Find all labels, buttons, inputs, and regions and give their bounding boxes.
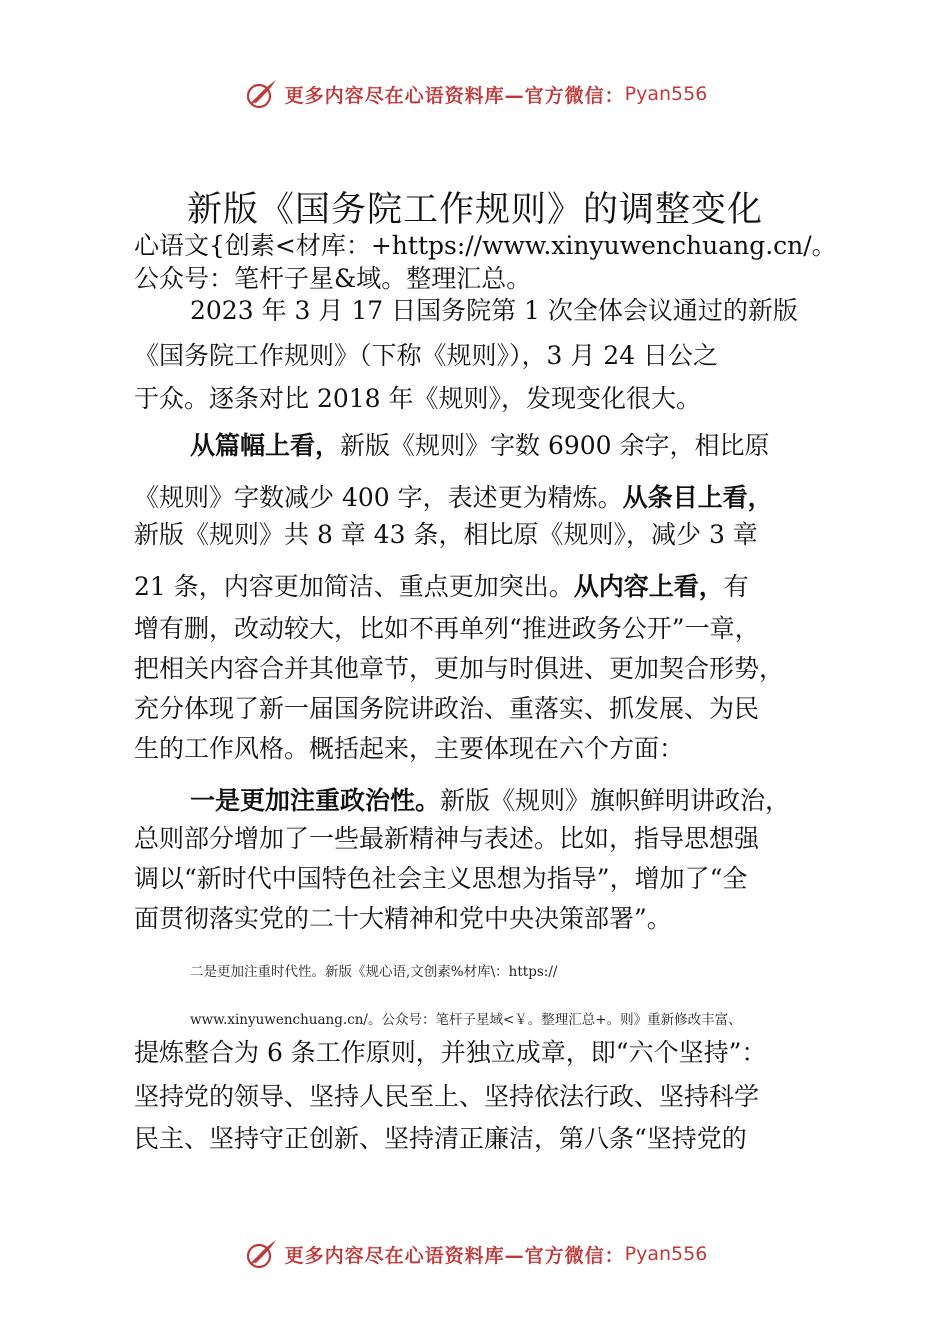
small-text-line: 二是更加注重时代性。新版《规心语,文创素%材库\：https://	[190, 964, 558, 980]
body-line: 总则部分增加了一些最新精神与表述。比如，指导思想强	[134, 824, 760, 853]
body-line	[190, 784, 790, 818]
text-run: 有	[723, 572, 749, 601]
body-line: 提炼整合为 6 条工作原则，并独立成章，即“六个坚持”：	[134, 1038, 767, 1067]
body-line	[134, 570, 749, 604]
body-line: 民主、坚持守正创新、坚持清正廉洁，第八条“坚持党的	[134, 1124, 747, 1153]
body-line: 生的工作风格。概括起来，主要体现在六个方面：	[134, 734, 685, 763]
banner-text: 更多内容尽在心语资料库—官方微信：	[284, 84, 625, 107]
banner-wechat-id: Pyan556	[624, 83, 708, 105]
bold-lead: 从篇幅上看，	[190, 431, 341, 460]
body-line: 2023 年 3 月 17 日国务院第 1 次全体会议通过的新版	[190, 296, 798, 325]
body-line: 充分体现了新一届国务院讲政治、重落实、抓发展、为民	[134, 694, 760, 723]
bold-lead: 从条目上看，	[622, 483, 773, 512]
footer-banner	[0, 1234, 950, 1274]
body-line: 心语文{创素<材库：+https://www.xinyuwenchuang.cn/。	[134, 231, 837, 260]
text-run: 新版《规则》字数 6900 余字，相比原	[340, 431, 770, 460]
quill-logo-icon	[243, 76, 279, 112]
body-line: 增有删，改动较大，比如不再单列“推进政务公开”一章，	[134, 614, 760, 643]
body-line: 把相关内容合并其他章节，更加与时俱进、更加契合形势，	[134, 654, 785, 683]
body-line: 面贯彻落实党的二十大精神和党中央决策部署”。	[134, 904, 672, 933]
header-banner	[0, 74, 950, 114]
body-line: 公众号：笔杆子星&域。整理汇总。	[134, 264, 532, 293]
bold-lead: 一是更加注重政治性。	[190, 786, 441, 815]
text-run: 21 条，内容更加简洁、重点更加突出。	[134, 572, 574, 601]
body-line: 于众。逐条对比 2018 年《规则》，发现变化很大。	[134, 384, 702, 413]
text-run: 新版《规则》旗帜鲜明讲政治，	[440, 786, 791, 815]
banner-wechat-id: Pyan556	[624, 1243, 708, 1265]
body-line: 《国务院工作规则》（下称《规则》），3 月 24 日公之	[134, 341, 719, 370]
body-line: 新版《规则》共 8 章 43 条，相比原《规则》，减少 3 章	[134, 520, 758, 549]
body-line	[134, 481, 773, 515]
quill-logo-icon	[243, 1236, 279, 1272]
body-line	[190, 429, 770, 463]
body-line: 坚持党的领导、坚持人民至上、坚持依法行政、坚持科学	[134, 1082, 760, 1111]
document-title: 新版《国务院工作规则》的调整变化	[186, 190, 763, 230]
body-line: 调以“新时代中国特色社会主义思想为指导”，增加了“全	[134, 864, 748, 893]
bold-lead: 从内容上看，	[573, 572, 724, 601]
text-run: 《规则》字数减少 400 字，表述更为精炼。	[134, 483, 623, 512]
banner-text: 更多内容尽在心语资料库—官方微信：	[284, 1244, 625, 1267]
small-text-line: www.xinyuwenchuang.cn/。公众号：笔杆子星域<￥。整理汇总+。则》重新修改丰富、	[190, 1012, 742, 1028]
